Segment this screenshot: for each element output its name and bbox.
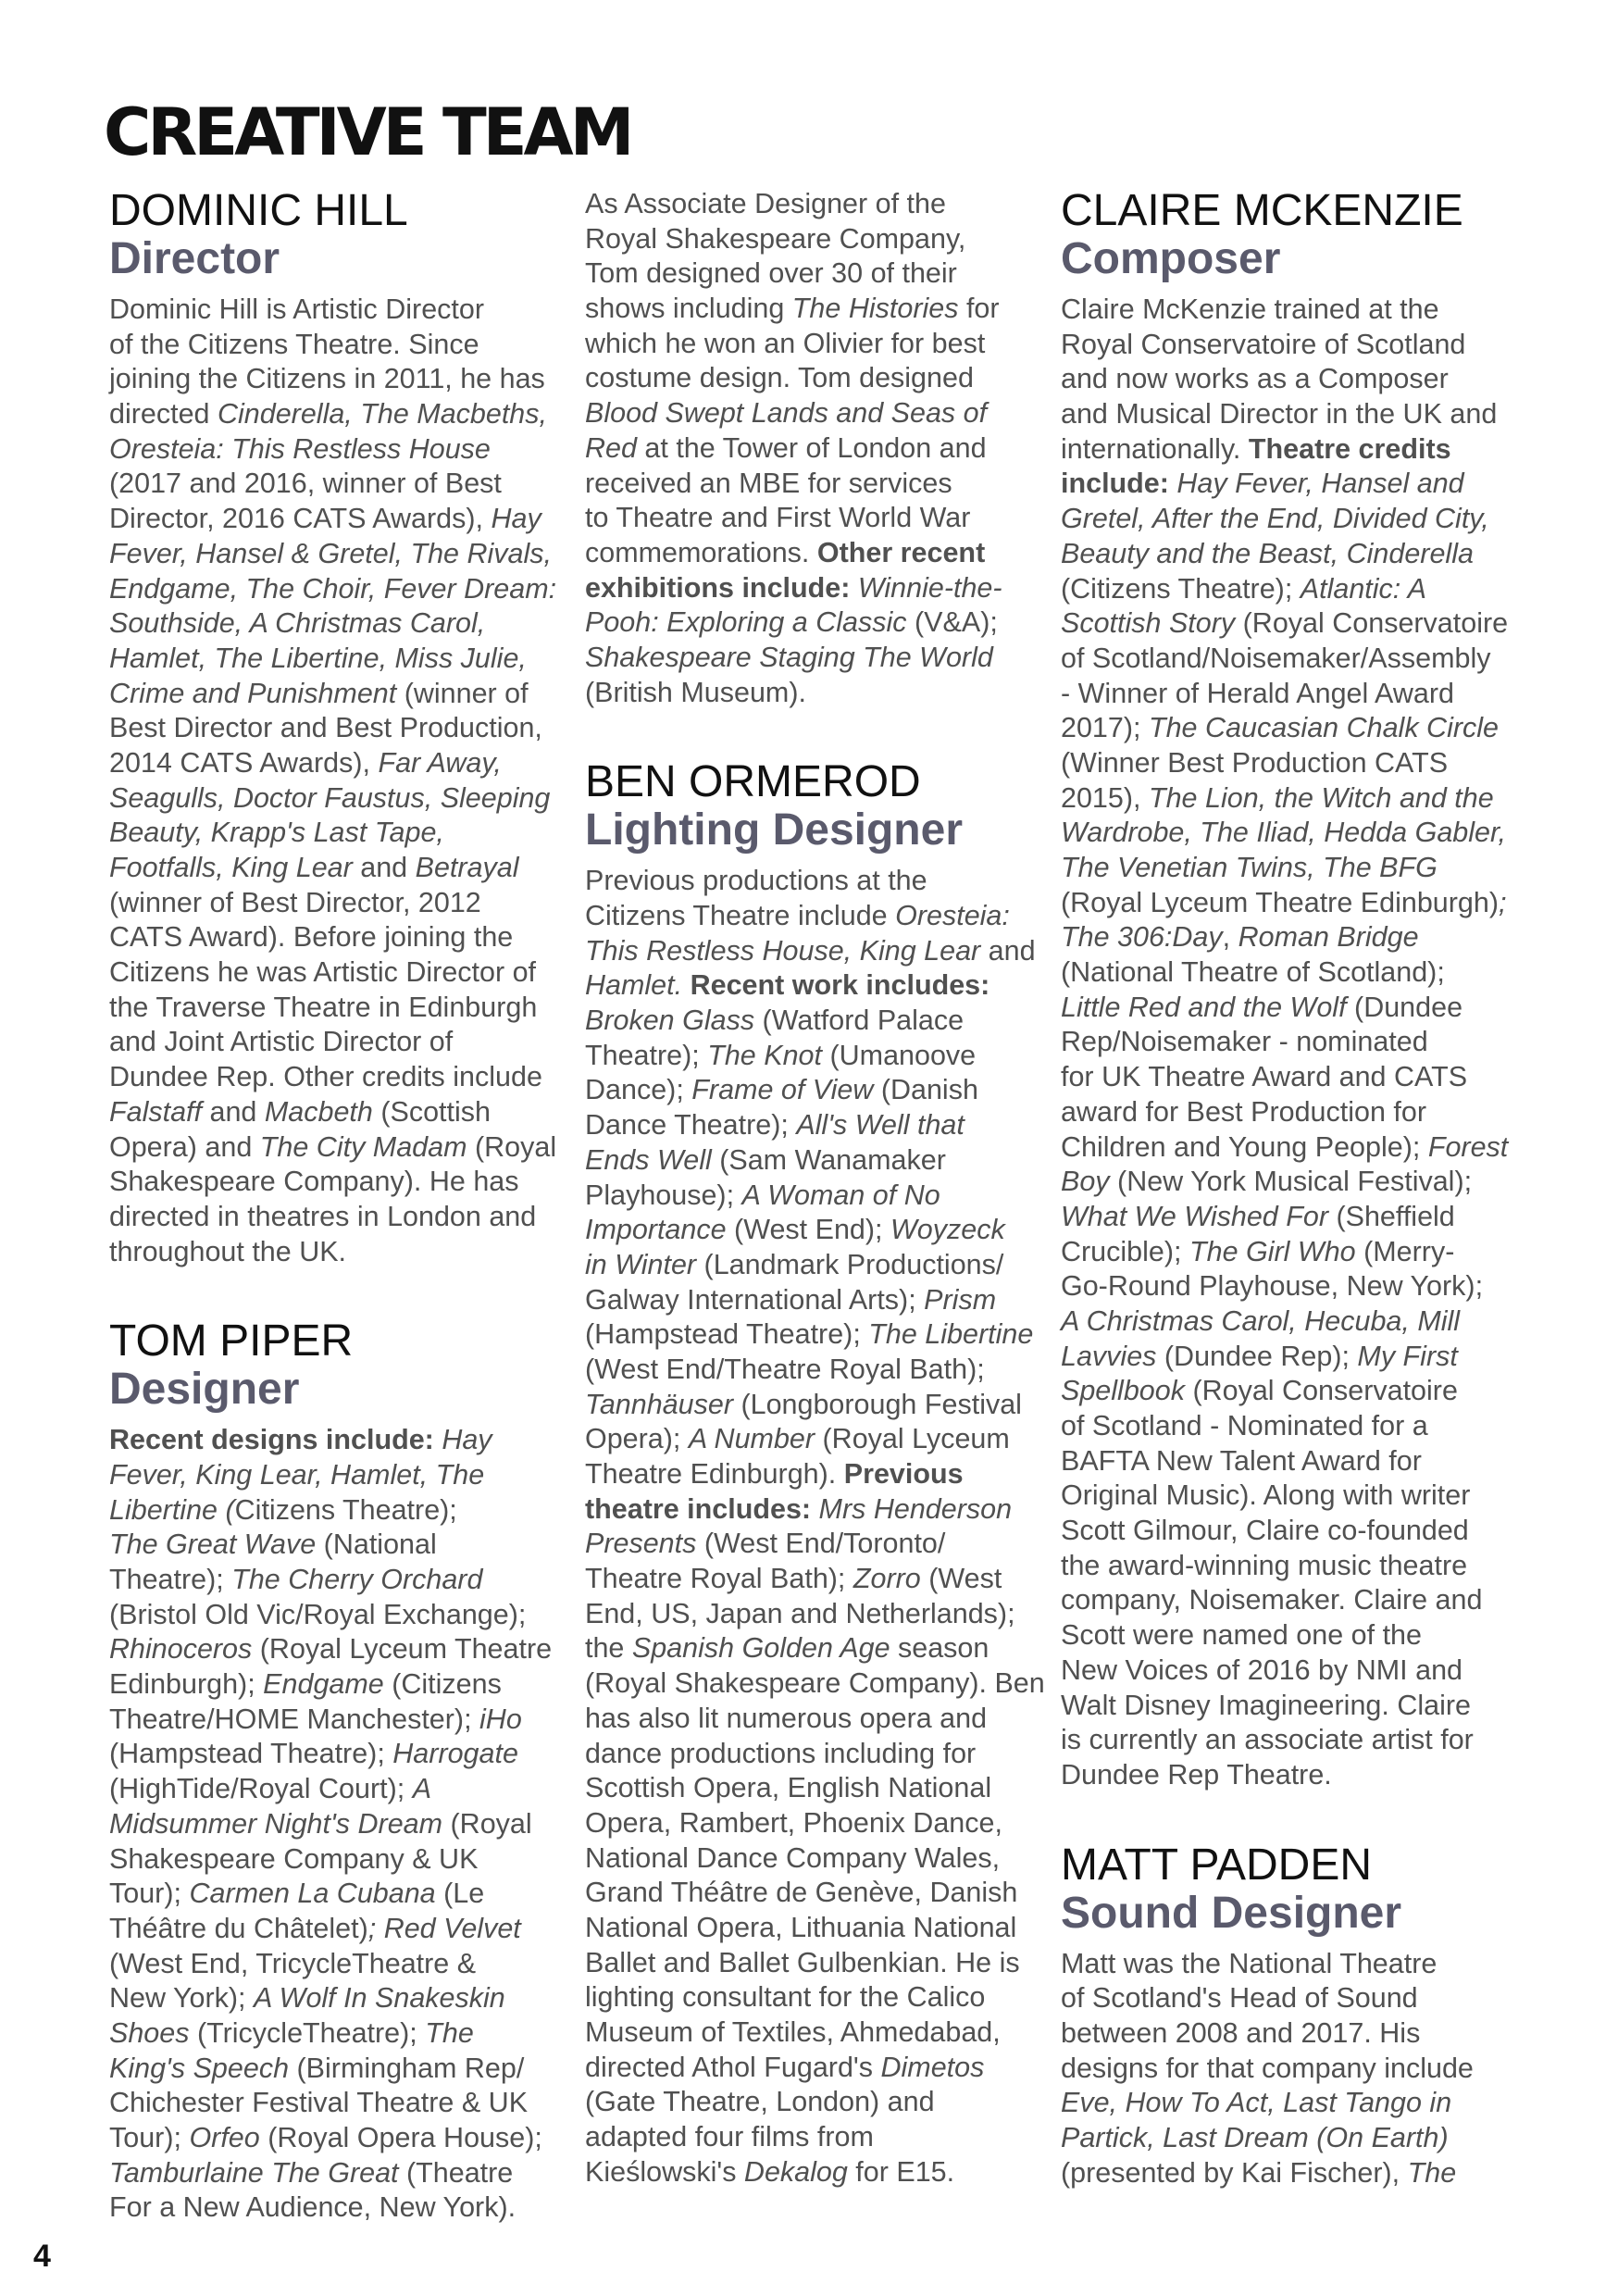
bio-line: (Hampstead Theatre); Harrogate	[109, 1738, 518, 1770]
bio-line: Endgame, The Choir, Fever Dream:	[109, 572, 557, 605]
bio-line: New York); A Wolf In Snakeskin	[109, 1982, 505, 2015]
bio-line: Previous productions at the	[585, 865, 927, 897]
bio-line: Presents (West End/Toronto/	[585, 1528, 946, 1560]
bio-line: CATS Award). Before joining the	[109, 921, 514, 954]
bio-line: between 2008 and 2017. His	[1061, 2016, 1421, 2049]
bio-line: Importance (West End); Woyzeck	[585, 1214, 1005, 1246]
bio-line: joining the Citizens in 2011, he has	[109, 363, 545, 395]
bio-line: Eve, How To Act, Last Tango in	[1061, 2087, 1452, 2119]
bio-line: Falstaff and Macbeth (Scottish	[109, 1095, 491, 1128]
bio-line: Opera) and The City Madam (Royal	[109, 1130, 557, 1163]
bio-text	[585, 187, 1052, 710]
bio-line: theatre includes: Mrs Henderson	[585, 1492, 1013, 1525]
bio-line: Hamlet, The Libertine, Miss Julie,	[109, 642, 527, 674]
page-title: CREATIVE TEAM	[104, 94, 631, 170]
bio-name: BEN ORMEROD	[585, 757, 921, 807]
bio-line: Tamburlaine The Great (Theatre	[109, 2156, 514, 2189]
bio-line: Spellbook (Royal Conservatoire	[1061, 1375, 1458, 1407]
bio-line: Citizens Theatre include Oresteia:	[585, 900, 1010, 931]
bio-line: internationally. Theatre credits	[1061, 432, 1451, 465]
bio-line: The Great Wave (National	[109, 1529, 437, 1561]
bio-name: DOMINIC HILL	[109, 186, 408, 235]
bio-line: BAFTA New Talent Award for	[1061, 1444, 1422, 1477]
bio-text	[109, 1423, 576, 2226]
bio-line: to Theatre and First World War	[585, 502, 971, 534]
bio-line: Shoes (TricycleTheatre); The	[109, 2016, 474, 2049]
bio-line: A Christmas Carol, Hecuba, Mill	[1061, 1304, 1461, 1337]
bio-line: of Scotland - Nominated for a	[1061, 1410, 1428, 1441]
bio-line: the Traverse Theatre in Edinburgh	[109, 991, 538, 1023]
bio-line: Theatre Royal Bath); Zorro (West	[585, 1563, 1002, 1595]
bio-line: Tannhäuser (Longborough Festival	[585, 1388, 1022, 1420]
bio-role: Sound Designer	[1061, 1888, 1402, 1938]
bio-line: Museum of Textiles, Ahmedabad,	[585, 2016, 1001, 2048]
bio-line: Playhouse); A Woman of No	[585, 1179, 940, 1211]
bio-line: costume design. Tom designed	[585, 362, 974, 394]
bio-line: Gretel, After the End, Divided City,	[1061, 503, 1489, 535]
bio-line: directed in theatres in London and	[109, 1200, 537, 1232]
bio-line: directed Cinderella, The Macbeths,	[109, 398, 547, 430]
bio-line: Lavvies (Dundee Rep); My First	[1061, 1340, 1458, 1372]
bio-line: Theatre); The Cherry Orchard	[109, 1564, 483, 1595]
bio-line: Director, 2016 CATS Awards), Hay	[109, 503, 541, 535]
bio-line: the Spanish Golden Age season	[585, 1632, 989, 1665]
bio-line: Hamlet. Recent work includes:	[585, 969, 990, 1002]
bio-line: Theatre); The Knot (Umanoove	[585, 1039, 977, 1071]
bio-section	[1061, 1841, 1527, 2191]
bio-line: dance productions including for	[585, 1737, 977, 1769]
bio-line: For a New Audience, New York).	[109, 2191, 517, 2224]
bio-line: Broken Glass (Watford Palace	[585, 1004, 965, 1037]
bio-line: Beauty, Krapp's Last Tape,	[109, 817, 444, 849]
bio-line: Theatre/HOME Manchester); iHo	[109, 1703, 522, 1735]
bio-line: (National Theatre of Scotland);	[1061, 956, 1445, 989]
bio-line: Beauty and the Beast, Cinderella	[1061, 537, 1474, 569]
bio-line: Tour); Orfeo (Royal Opera House);	[109, 2122, 542, 2153]
bio-line: has also lit numerous opera and	[585, 1702, 988, 1734]
bio-line: Claire McKenzie trained at the	[1061, 293, 1439, 325]
bio-line: Boy (New York Musical Festival);	[1061, 1166, 1473, 1198]
bio-line: of the Citizens Theatre. Since	[109, 328, 479, 360]
bio-line: (HighTide/Royal Court); A	[109, 1773, 432, 1805]
bio-line: (Winner Best Production CATS	[1061, 746, 1449, 779]
bio-line: Seagulls, Doctor Faustus, Sleeping	[109, 781, 551, 814]
bio-section	[1061, 187, 1527, 1793]
bio-line: Dundee Rep Theatre.	[1061, 1758, 1332, 1791]
bio-line: New Voices of 2016 by NMI and	[1061, 1653, 1463, 1686]
bio-line: (Gate Theatre, London) and	[585, 2086, 935, 2118]
bio-line: Walt Disney Imagineering. Claire	[1061, 1689, 1471, 1721]
bio-line: Shakespeare Company). He has	[109, 1166, 519, 1198]
bio-line: Midsummer Night's Dream (Royal	[109, 1807, 532, 1840]
bio-line: Crime and Punishment (winner of	[109, 677, 529, 709]
bio-line: Fever, King Lear, Hamlet, The	[109, 1458, 485, 1491]
bio-text	[1061, 293, 1527, 1793]
bio-line: 2015), The Lion, the Witch and the	[1061, 781, 1494, 814]
bio-line: (West End/Theatre Royal Bath);	[585, 1353, 985, 1385]
bio-line: and now works as a Composer	[1061, 363, 1449, 395]
bio-section	[585, 758, 1052, 2190]
bio-line: Red at the Tower of London and	[585, 431, 987, 464]
bio-line: designs for that company include	[1061, 2052, 1474, 2084]
bio-line: Citizens he was Artistic Director of	[109, 956, 537, 989]
bio-line: Footfalls, King Lear and Betrayal	[109, 852, 519, 883]
bio-line: National Dance Company Wales,	[585, 1841, 1001, 1874]
page-number: 4	[33, 2239, 51, 2274]
bio-line: company, Noisemaker. Claire and	[1061, 1584, 1483, 1616]
bio-line: Blood Swept Lands and Seas of	[585, 397, 988, 430]
bio-line: Ballet and Ballet Gulbenkian. He is	[585, 1946, 1020, 1978]
bio-line: - Winner of Herald Angel Award	[1061, 677, 1454, 709]
bio-line: Rep/Noisemaker - nominated	[1061, 1026, 1428, 1058]
bio-line: (West End, TricycleTheatre &	[109, 1947, 477, 1979]
bio-line: 2014 CATS Awards), Far Away,	[109, 746, 502, 779]
bio-name: MATT PADDEN	[1061, 1840, 1373, 1890]
bio-line: shows including The Histories for	[585, 293, 1000, 325]
column-1	[109, 187, 576, 2226]
bio-line: Kieślowski's Dekalog for E15.	[585, 2155, 955, 2188]
bio-line: Opera, Rambert, Phoenix Dance,	[585, 1806, 1002, 1839]
bio-line: of Scotland's Head of Sound	[1061, 1982, 1418, 2015]
bio-line: award for Best Production for	[1061, 1095, 1426, 1128]
bio-line: Children and Young People); Forest	[1061, 1130, 1509, 1163]
bio-line: Original Music). Along with writer	[1061, 1479, 1471, 1512]
section-gap	[109, 1269, 576, 1317]
bio-line: Fever, Hansel & Gretel, The Rivals,	[109, 537, 553, 569]
bio-line: of Scotland/Noisemaker/Assembly	[1061, 642, 1491, 674]
bio-line: include: Hay Fever, Hansel and	[1061, 468, 1464, 500]
bio-line: Southside, A Christmas Carol,	[109, 607, 486, 640]
bio-name: TOM PIPER	[109, 1316, 354, 1366]
bio-line: The Venetian Twins, The BFG	[1061, 852, 1438, 883]
bio-line: Scott Gilmour, Claire co-founded	[1061, 1515, 1469, 1547]
bio-line: in Winter (Landmark Productions/	[585, 1248, 1004, 1280]
bio-line: is currently an associate artist for	[1061, 1724, 1474, 1756]
bio-role: Director	[109, 234, 280, 283]
section-gap	[1061, 1793, 1527, 1841]
column-2	[585, 187, 1052, 2190]
bio-line: Edinburgh); Endgame (Citizens	[109, 1668, 502, 1701]
bio-line: (Hampstead Theatre); The Libertine	[585, 1318, 1034, 1351]
bio-line: directed Athol Fugard's Dimetos	[585, 2051, 985, 2083]
bio-line: The 306:Day, Roman Bridge	[1061, 921, 1419, 954]
bio-line: Theatre Edinburgh). Previous	[585, 1458, 964, 1490]
bio-line: adapted four films from	[585, 2121, 874, 2153]
section-gap	[585, 710, 1052, 758]
bio-line: commemorations. Other recent	[585, 536, 986, 568]
bio-text	[109, 293, 576, 1269]
bio-line: Scottish Opera, English National	[585, 1772, 992, 1804]
bio-line: Scottish Story (Royal Conservatoire	[1061, 607, 1509, 640]
bio-line: Wardrobe, The Iliad, Hedda Gabler,	[1061, 817, 1506, 849]
bio-line: Ends Well (Sam Wanamaker	[585, 1143, 946, 1176]
bio-line: 2017); The Caucasian Chalk Circle	[1061, 712, 1499, 744]
bio-line: Pooh: Exploring a Classic (V&A);	[585, 606, 998, 639]
bio-line: (presented by Kai Fischer), The	[1061, 2156, 1457, 2189]
bio-line: Chichester Festival Theatre & UK	[109, 2087, 529, 2119]
bio-line: Royal Shakespeare Company,	[585, 222, 966, 255]
bio-line: (British Museum).	[585, 676, 806, 708]
bio-line: Rhinoceros (Royal Lyceum Theatre	[109, 1633, 553, 1666]
bio-line: (Citizens Theatre); Atlantic: A	[1061, 572, 1426, 605]
bio-line: What We Wished For (Sheffield	[1061, 1200, 1455, 1232]
bio-line: Opera); A Number (Royal Lyceum	[585, 1423, 1010, 1455]
bio-line: Tom designed over 30 of their	[585, 257, 957, 290]
bio-line: Dundee Rep. Other credits include	[109, 1061, 542, 1093]
bio-line: National Opera, Lithuania National	[585, 1911, 1017, 1943]
bio-line: lighting consultant for the Calico	[585, 1981, 986, 2014]
bio-line: exhibitions include: Winnie-the-	[585, 571, 1002, 604]
column-3	[1061, 187, 1527, 2190]
bio-line: throughout the UK.	[109, 1235, 347, 1267]
bio-line: (Royal Lyceum Theatre Edinburgh);	[1061, 886, 1507, 918]
bio-line: Dance Theatre); All's Well that	[585, 1109, 965, 1142]
bio-line: End, US, Japan and Netherlands);	[585, 1597, 1015, 1629]
bio-line: Royal Conservatoire of Scotland	[1061, 328, 1466, 360]
bio-text	[585, 864, 1052, 2190]
bio-line: As Associate Designer of the	[585, 188, 946, 219]
bio-line: (2017 and 2016, winner of Best	[109, 468, 502, 500]
bio-line: Best Director and Best Production,	[109, 712, 542, 744]
bio-line: Galway International Arts); Prism	[585, 1283, 997, 1316]
bio-line: received an MBE for services	[585, 467, 952, 499]
bio-role: Designer	[109, 1365, 300, 1415]
bio-line: Shakespeare Staging The World	[585, 641, 993, 673]
bio-line: Little Red and the Wolf (Dundee	[1061, 991, 1463, 1023]
bio-line: Dominic Hill is Artistic Director	[109, 293, 485, 325]
bio-line: (Royal Shakespeare Company). Ben	[585, 1667, 1045, 1700]
bio-line: Tour); Carmen La Cubana (Le	[109, 1878, 485, 1910]
bio-line: Recent designs include: Hay	[109, 1424, 492, 1456]
bio-line: Matt was the National Theatre	[1061, 1947, 1438, 1979]
bio-name: CLAIRE MCKENZIE	[1061, 186, 1463, 235]
bio-line: (Bristol Old Vic/Royal Exchange);	[109, 1598, 527, 1630]
bio-text	[1061, 1947, 1527, 2191]
bio-line: Grand Théâtre de Genève, Danish	[585, 1877, 1018, 1909]
bio-line: for UK Theatre Award and CATS	[1061, 1061, 1468, 1093]
bio-role: Lighting Designer	[585, 805, 963, 855]
bio-line: Scott were named one of the	[1061, 1619, 1422, 1652]
bio-line: which he won an Olivier for best	[585, 327, 986, 359]
bio-line: Théâtre du Châtelet); Red Velvet	[109, 1912, 521, 1944]
bio-line: (winner of Best Director, 2012	[109, 886, 481, 918]
bio-line: Crucible); The Girl Who (Merry-	[1061, 1235, 1455, 1267]
bio-line: This Restless House, King Lear and	[585, 934, 1036, 967]
bio-role: Composer	[1061, 234, 1281, 283]
bio-line: Shakespeare Company & UK	[109, 1842, 479, 1875]
bio-section	[109, 187, 576, 1269]
bio-line: Go-Round Playhouse, New York);	[1061, 1270, 1484, 1303]
bio-line: the award-winning music theatre	[1061, 1549, 1468, 1581]
bio-line: Libertine (Citizens Theatre);	[109, 1493, 457, 1526]
bio-line: and Joint Artistic Director of	[109, 1026, 454, 1058]
bio-line: Partick, Last Dream (On Earth)	[1061, 2122, 1449, 2153]
bio-section	[585, 187, 1052, 710]
bio-line: Dance); Frame of View (Danish	[585, 1074, 978, 1106]
bio-line: Oresteia: This Restless House	[109, 432, 491, 465]
bio-line: King's Speech (Birmingham Rep/	[109, 2052, 525, 2084]
bio-line: and Musical Director in the UK and	[1061, 398, 1498, 430]
bio-section	[109, 1317, 576, 2226]
